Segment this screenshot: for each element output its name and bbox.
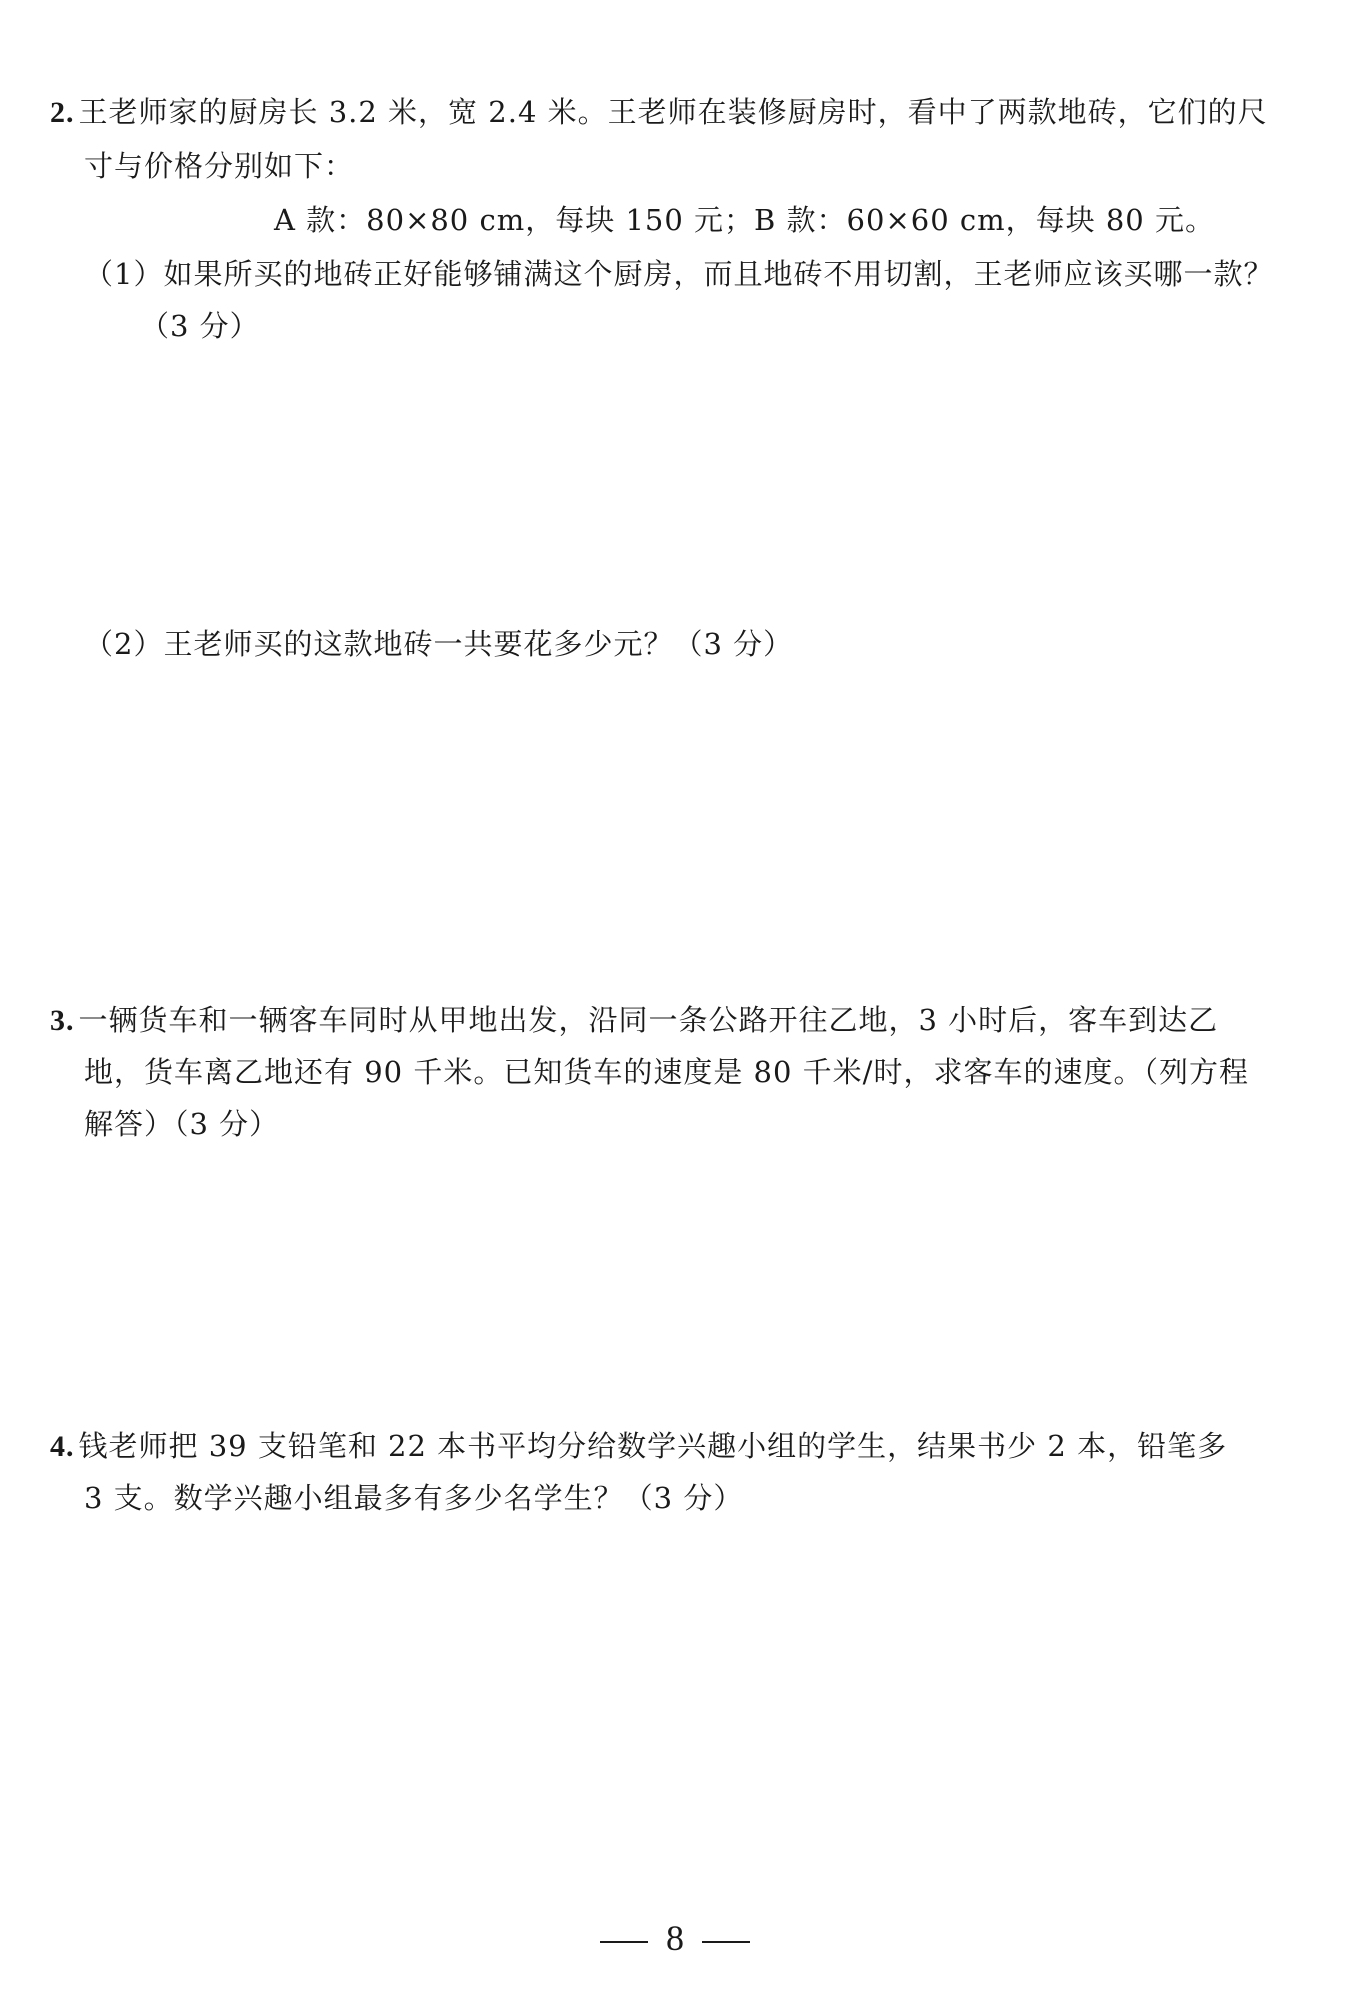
question-4-number: 4.	[50, 1430, 75, 1463]
sub-question-1-label: （1）	[84, 257, 164, 291]
question-4-line-2: 3 支。数学兴趣小组最多有多少名学生？（3 分）	[84, 1481, 744, 1515]
sub-question-2-label: （2）	[84, 627, 164, 661]
sub-question-2-text: 王老师买的这款地砖一共要花多少元？（3 分）	[163, 627, 794, 661]
page-number-left-dash	[600, 1941, 648, 1943]
tile-options: A 款：80×80 cm，每块 150 元；B 款：60×60 cm，每块 80 元。	[274, 203, 1215, 237]
question-2-sub-2	[84, 624, 793, 664]
question-4-text-line-1: 钱老师把 39 支铅笔和 22 本书平均分给数学兴趣小组的学生，结果书少 2 本，铅笔多	[78, 1429, 1228, 1463]
question-2-sub-1-line-2: （3 分）	[140, 309, 260, 343]
sub-question-1-text: 如果所买的地砖正好能够铺满这个厨房，而且地砖不用切割，王老师应该买哪一款？	[163, 257, 1274, 291]
question-2-text-line-1: 王老师家的厨房长 3.2 米，宽 2.4 米。王老师在装修厨房时，看中了两款地砖，它们的尺	[78, 95, 1268, 129]
question-2-line-1	[50, 92, 1268, 133]
question-3-text-line-1: 一辆货车和一辆客车同时从甲地出发，沿同一条公路开往乙地，3 小时后，客车到达乙	[78, 1003, 1219, 1037]
question-3-line-3: 解答）（3 分）	[84, 1107, 280, 1141]
question-2-number: 2.	[50, 96, 75, 129]
page-number-right-dash	[702, 1941, 750, 1943]
question-3-line-1	[50, 1000, 1218, 1041]
page-number-value: 8	[666, 1918, 684, 1958]
page-number	[0, 1918, 1350, 1958]
question-2-line-2: 寸与价格分别如下：	[84, 149, 355, 183]
question-4-line-1	[50, 1426, 1227, 1467]
answer-space-2-2	[84, 680, 1284, 980]
answer-space-4	[84, 1540, 1284, 1900]
question-3-number: 3.	[50, 1004, 75, 1037]
answer-space-3	[84, 1160, 1284, 1400]
question-3-line-2: 地，货车离乙地还有 90 千米。已知货车的速度是 80 千米/时，求客车的速度。（列方程	[84, 1055, 1249, 1089]
answer-space-2-1	[84, 360, 1284, 620]
question-2-sub-1-line-1	[84, 254, 1273, 294]
